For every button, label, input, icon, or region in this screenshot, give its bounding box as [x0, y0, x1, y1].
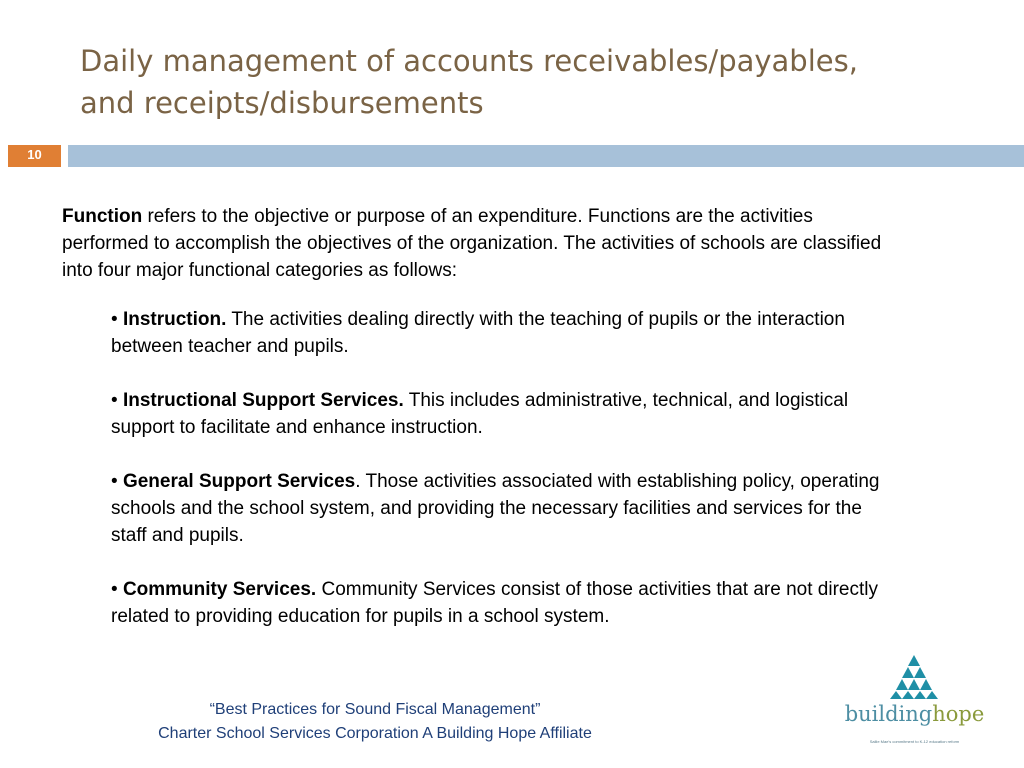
building-hope-logo — [842, 655, 987, 750]
logo-tagline: Sallie Mae's commitment to K-12 education reform — [869, 739, 960, 744]
intro-text: refers to the objective or purpose of an expenditure. Functions are the activities performed to accomplish the objectives of the organization. The activities of schools are classified into four major functional categories as follows: — [62, 206, 882, 281]
bullet-glyph: • — [111, 390, 123, 411]
category-text: . Those activities associated with establishing policy, operating schools and the school system, and providing the necessary facilities and services for the staff and pupils. — [111, 471, 880, 546]
logo-wordmark — [842, 702, 987, 726]
category-text: This includes administrative, technical, and logistical support to facilitate and enhance instruction. — [111, 390, 849, 438]
footer-line-1: “Best Practices for Sound Fiscal Management” — [209, 701, 541, 718]
triangle-mosaic-icon — [888, 655, 940, 699]
page-number-badge: 10 — [8, 145, 61, 167]
logo-word-building: building — [844, 702, 933, 726]
footer-line-2: Charter School Services Corporation A Building Hope Affiliate — [158, 725, 592, 742]
category-term: General Support Services — [122, 471, 356, 492]
bullet-glyph: • — [111, 471, 123, 492]
title-divider-bar — [68, 145, 1024, 167]
intro-paragraph — [62, 203, 902, 284]
category-item-instructional-support — [111, 387, 901, 441]
footer-citation — [90, 698, 660, 746]
category-term: Instruction. — [122, 309, 227, 330]
logo-word-hope: hope — [932, 702, 985, 726]
category-term: Community Services. — [122, 579, 317, 600]
category-item-instruction — [111, 306, 901, 360]
bullet-glyph: • — [111, 579, 123, 600]
category-text: Community Services consist of those activities that are not directly related to providing education for pupils in a school system. — [111, 579, 878, 627]
slide-title-line-1: Daily management of accounts receivables/payables, — [80, 44, 858, 78]
category-item-general-support — [111, 468, 901, 549]
category-text: The activities dealing directly with the teaching of pupils or the interaction between teacher and pupils. — [111, 309, 845, 357]
bullet-glyph: • — [111, 309, 123, 330]
slide-title — [80, 40, 980, 124]
intro-term: Function — [62, 206, 143, 227]
category-item-community-services — [111, 576, 901, 630]
slide-title-line-2: and receipts/disbursements — [80, 86, 484, 120]
slide-body — [62, 203, 902, 657]
category-term: Instructional Support Services. — [122, 390, 404, 411]
